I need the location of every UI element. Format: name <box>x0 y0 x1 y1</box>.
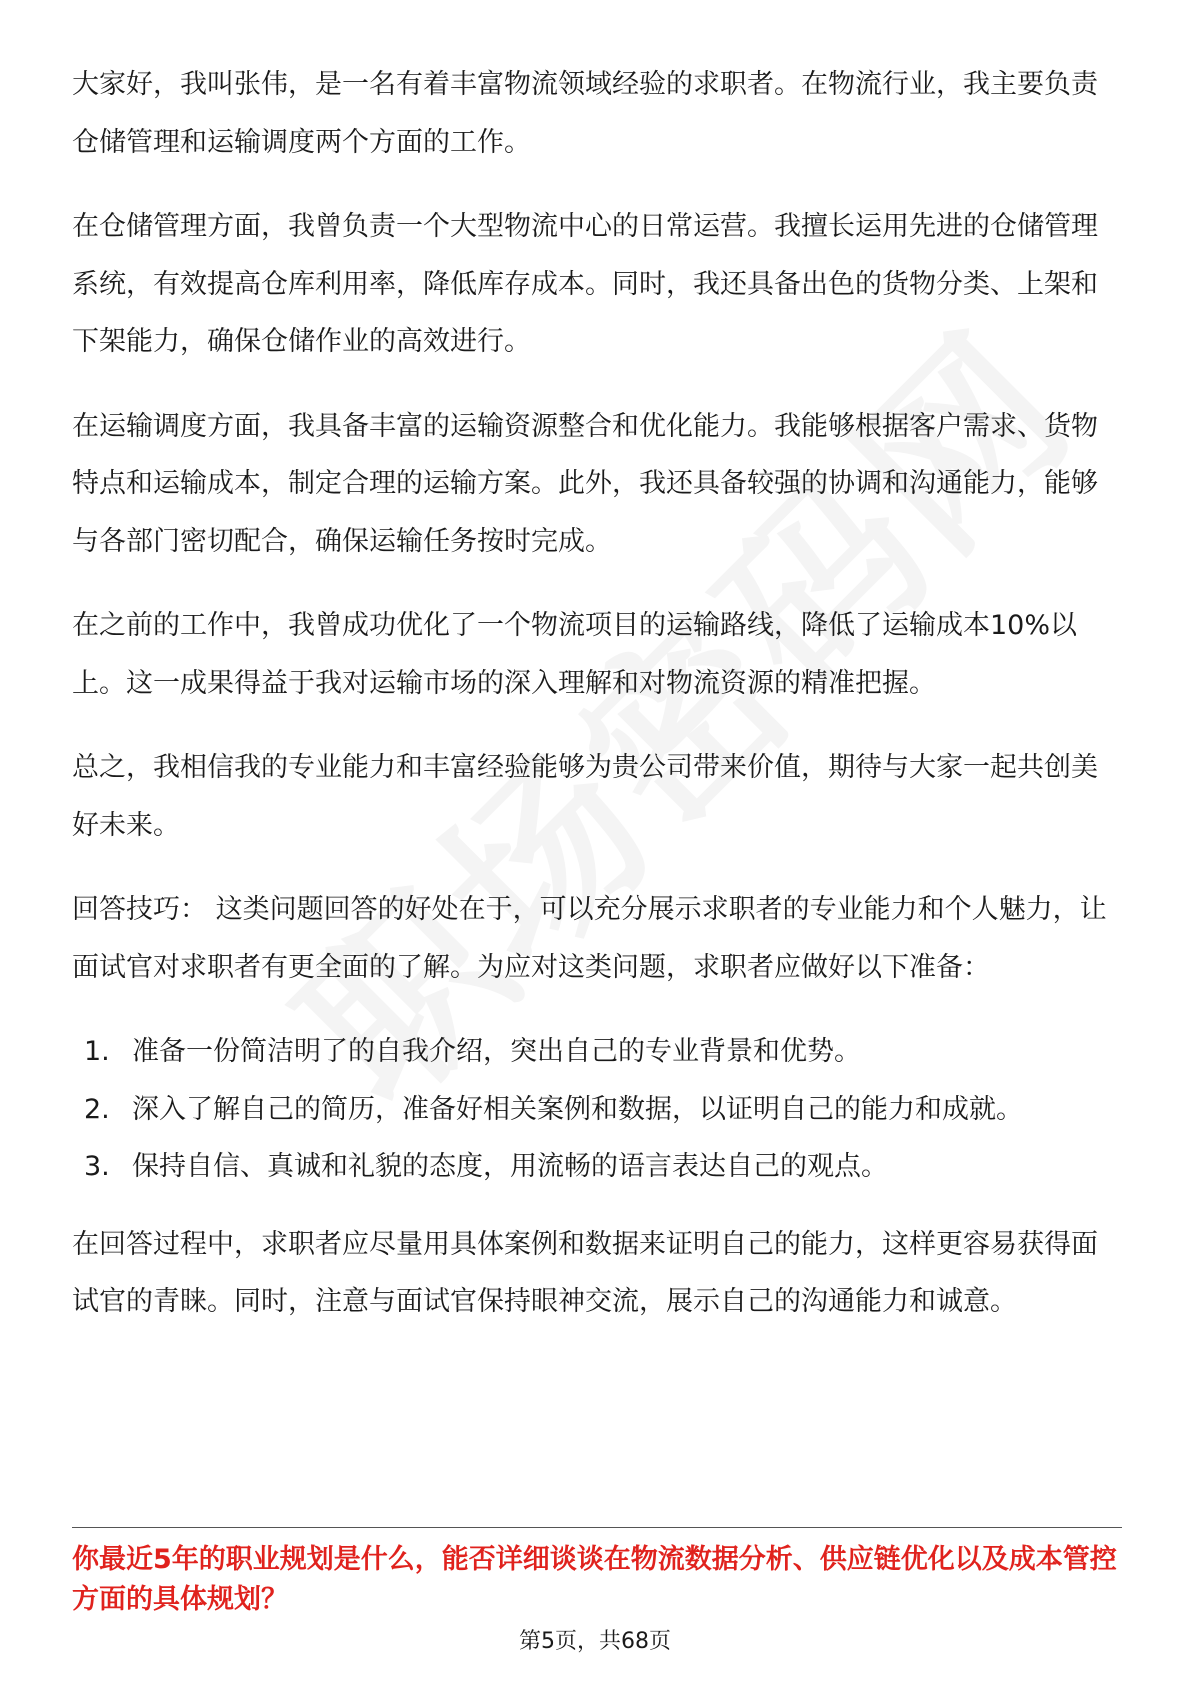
section-divider <box>72 1527 1122 1528</box>
paragraph-summary: 总之，我相信我的专业能力和丰富经验能够为贵公司带来价值，期待与大家一起共创美好未来。 <box>72 752 1098 841</box>
tips-list <box>72 1023 1122 1196</box>
paragraph-achievement: 在之前的工作中，我曾成功优化了一个物流项目的运输路线，降低了运输成本10%以上。这一成果得益于我对运输市场的深入理解和对物流资源的精准把握。 <box>72 610 1078 699</box>
list-item <box>72 1138 1122 1196</box>
paragraph-transport: 在运输调度方面，我具备丰富的运输资源整合和优化能力。我能够根据客户需求、货物特点和运输成本，制定合理的运输方案。此外，我还具备较强的协调和沟通能力，能够与各部门密切配合，确保运输任务按时完成。 <box>72 410 1098 557</box>
list-item <box>72 1081 1122 1139</box>
paragraph-closing: 在回答过程中，求职者应尽量用具体案例和数据来证明自己的能力，这样更容易获得面试官的青睐。同时，注意与面试官保持眼神交流，展示自己的沟通能力和诚意。 <box>72 1228 1098 1317</box>
list-text: 准备一份简洁明了的自我介绍，突出自己的专业背景和优势。 <box>132 1036 861 1067</box>
list-number: 1. <box>84 1036 110 1067</box>
list-number: 2. <box>84 1093 110 1125</box>
next-question-heading: 你最近5年的职业规划是什么，能否详细谈谈在物流数据分析、供应链优化以及成本管控方面的具体规划？ <box>72 1544 1117 1615</box>
paragraph-answer-tips: 回答技巧： 这类问题回答的好处在于，可以充分展示求职者的专业能力和个人魅力，让面试官对求职者有更全面的了解。为应对这类问题，求职者应做好以下准备： <box>72 894 1107 983</box>
paragraph-intro: 大家好，我叫张伟，是一名有着丰富物流领域经验的求职者。在物流行业，我主要负责仓储管理和运输调度两个方面的工作。 <box>72 69 1098 158</box>
list-item <box>72 1023 1122 1081</box>
document-body <box>72 56 1122 1358</box>
list-text: 保持自信、真诚和礼貌的态度，用流畅的语言表达自己的观点。 <box>132 1151 888 1182</box>
list-number: 3. <box>84 1151 110 1182</box>
paragraph-warehouse: 在仓储管理方面，我曾负责一个大型物流中心的日常运营。我擅长运用先进的仓储管理系统，有效提高仓库利用率，降低库存成本。同时，我还具备出色的货物分类、上架和下架能力，确保仓储作业的高效进行。 <box>72 211 1098 357</box>
page-number: 第5页，共68页 <box>519 1629 671 1654</box>
list-text: 深入了解自己的简历，准备好相关案例和数据，以证明自己的能力和成就。 <box>132 1093 1023 1125</box>
